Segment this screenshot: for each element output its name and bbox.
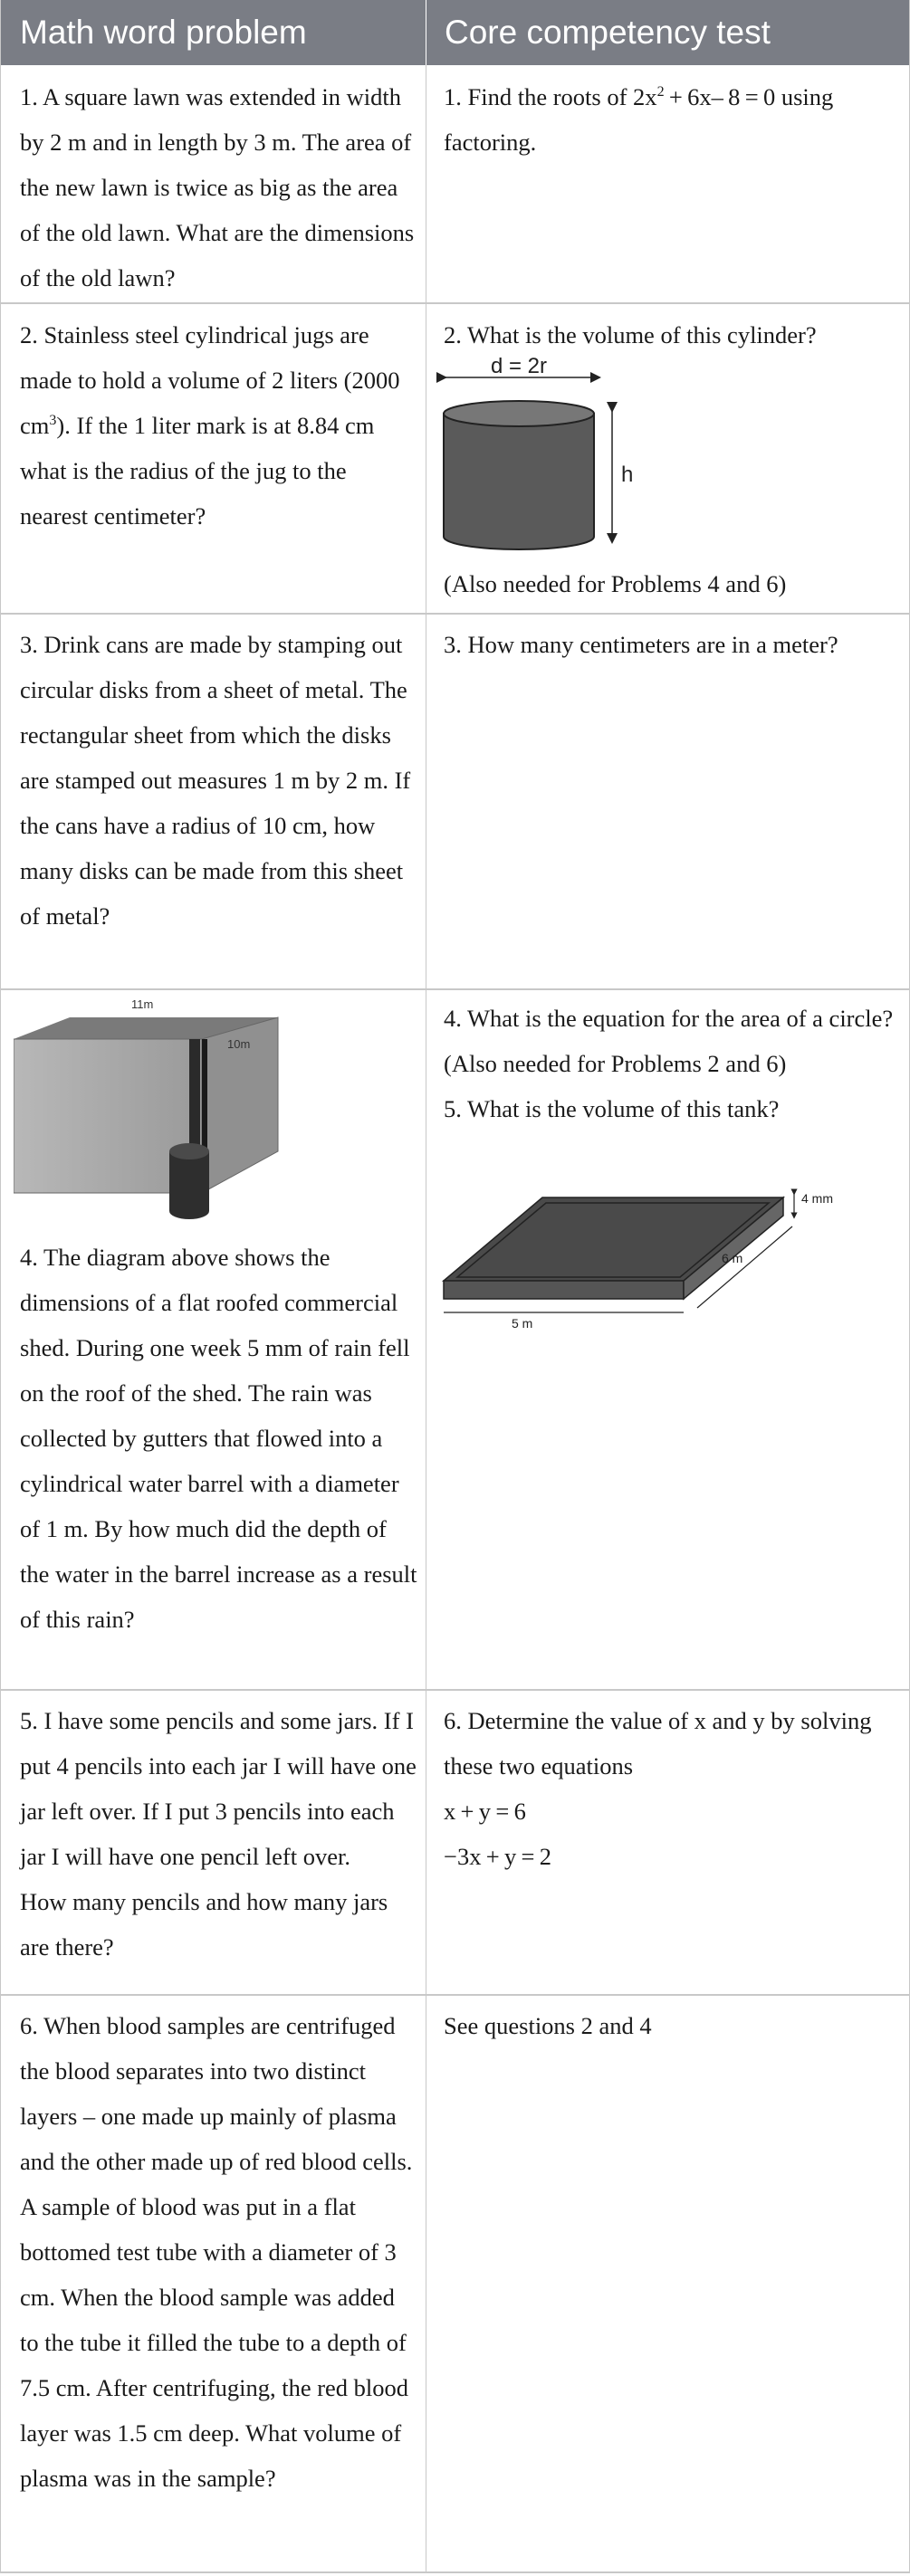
circle-note: (Also needed for Problems 2 and 6) — [444, 1050, 787, 1077]
shed-length-label: 11m — [131, 997, 154, 1011]
problem-6-question: A sample of blood was put in a flat bottomed test tube with a diameter of 3 cm. When the blood sample was added to the tube it filled the tube to a depth of 7.5 cm. After centrifuging, the red blood layer was 1.5 cm deep. What volume of plasma was in the sample? — [20, 2193, 409, 2492]
row-divider — [0, 613, 910, 615]
see-questions-text: See questions 2 and 4 — [444, 2012, 652, 2039]
row6-word-problem — [20, 2003, 418, 2501]
row3-competency — [444, 622, 901, 667]
problem-5-text: 5. I have some pencils and some jars. If I put 4 pencils into each jar I will have one jar left over. If I put 3 pencils into each jar I will have one pencil left over. — [20, 1707, 417, 1870]
equation-2: −3x + y = 2 — [444, 1843, 552, 1870]
row-divider — [0, 988, 910, 990]
shed-width-label: 10m — [227, 1037, 251, 1051]
cylinder-note: (Also needed for Problems 4 and 6) — [444, 570, 787, 597]
row6-competency — [444, 2003, 901, 2048]
question-5-text: 5. What is the volume of this tank? — [444, 1095, 780, 1122]
row2-competency — [444, 312, 901, 358]
row-divider — [0, 302, 910, 304]
header-core-competency-test: Core competency test — [426, 0, 910, 65]
problem-5-question: How many pencils and how many jars are there? — [20, 1888, 388, 1961]
row-divider — [0, 1689, 910, 1691]
question-2-text: 2. What is the volume of this cylinder? — [444, 321, 817, 348]
height-label: h — [621, 463, 634, 487]
row2-note — [444, 561, 901, 606]
problem-3-text: 3. Drink cans are made by stamping out circular disks from a sheet of metal. The rectangular sheet from which the disks are stamped out measures 1 m by 2 m. If the cans have a radius of 10 cm, how many disks can be made from this sheet of metal? — [20, 631, 411, 930]
diameter-label: d = 2r — [490, 358, 548, 378]
tank-depth-label: 4 mm — [801, 1191, 833, 1206]
row1-competency — [444, 74, 901, 165]
row5-word-problem — [20, 1698, 418, 1970]
question-3-text: 3. How many centimeters are in a meter? — [444, 631, 838, 658]
equation-1: x + y = 6 — [444, 1798, 526, 1825]
row4-competency — [444, 996, 901, 1131]
problem-1-text: 1. A square lawn was extended in width by 2 m and in length by 3 m. The area of the new lawn is twice as big as the area of the old lawn. What are the dimensions of the old lawn? — [20, 83, 415, 291]
problem-6-text: 6. When blood samples are centrifuged the blood separates into two distinct layers – one made up mainly of plasma and the other made up of red blood cells. — [20, 2012, 413, 2175]
problem-2-text: 2. Stainless steel cylindrical jugs are made to hold a volume of 2 liters (2000 $cm^3$). If the 1 liter mark is at 8.84 cm what is the radius of the jug to the nearest centimeter? — [20, 321, 400, 530]
shed-diagram — [14, 996, 285, 1231]
row1-word-problem — [20, 74, 418, 301]
row3-word-problem — [20, 622, 418, 939]
problem-4-text: 4. The diagram above shows the dimensions of a flat roofed commercial shed. During one week 5 mm of rain fell on the roof of the shed. The rain was collected by gutters that flowed into a cylindrical water barrel with a diameter of 1 m. By how much did the depth of the water in the barrel increase as a result of this rain? — [20, 1244, 417, 1633]
cylinder-diagram — [435, 358, 670, 552]
tank-width-label: 6 m — [722, 1251, 743, 1265]
row-divider — [0, 2571, 910, 2573]
question-6-text: 6. Determine the value of x and y by solving these two equations — [444, 1707, 872, 1779]
row5-competency — [444, 1698, 901, 1879]
question-1-text: 1. Find the roots of $2x^2 + 6x-$ 8 = 0 using factoring. — [444, 83, 834, 156]
header-math-word-problem: Math word problem — [0, 0, 426, 65]
row2-word-problem — [20, 312, 418, 539]
tank-length-label: 5 m — [512, 1316, 533, 1331]
question-4-text: 4. What is the equation for the area of a circle? — [444, 1005, 894, 1032]
table-border-left — [0, 0, 1, 2573]
tank-diagram — [439, 1181, 856, 1335]
row4-word-problem — [20, 1235, 418, 1642]
row-divider — [0, 1994, 910, 1996]
